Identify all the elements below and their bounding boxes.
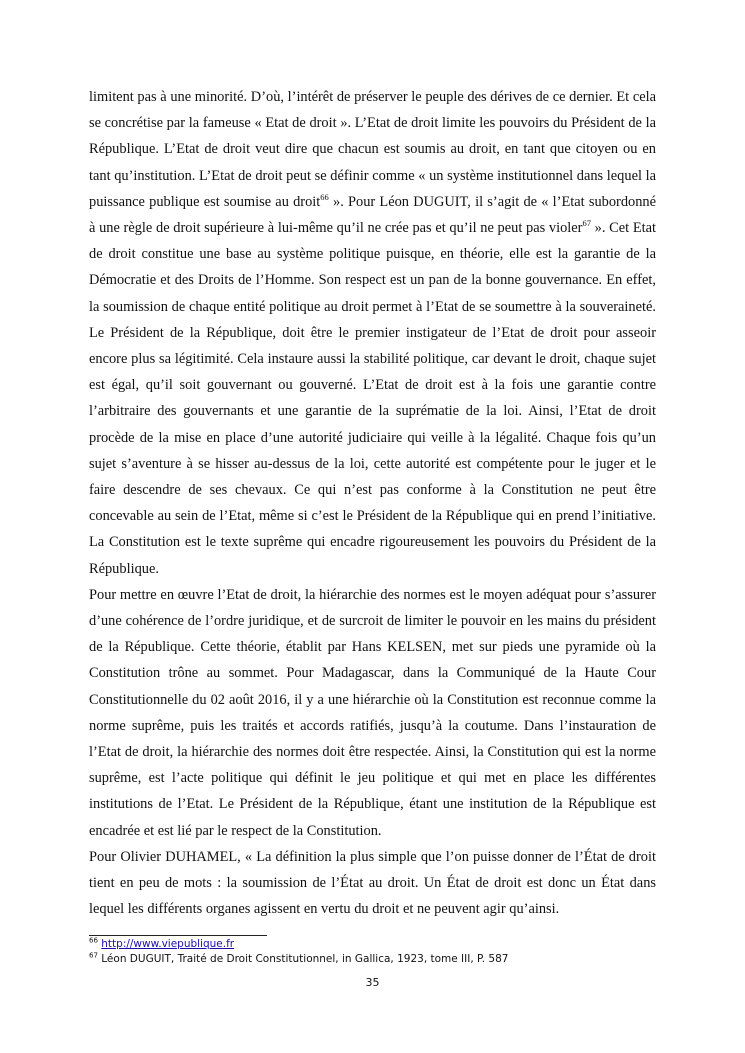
paragraph-1-part-1: limitent pas à une minorité. D’où, l’intérêt de préserver le peuple des dérives de ce dernier. Et cela se concrétise par la fameuse « Etat de droit ». L’Etat de droit limite les pouvoirs du Président de la République. L’Etat de droit veut dire que chacun est soumis au droit, en tant que citoyen ou en tant qu’institution. L’Etat de droit peut se définir comme « un système institutionnel dans lequel la puissance publique est soumise au droit — [89, 89, 656, 210]
page-number: 35 — [365, 976, 380, 989]
footnote-link[interactable]: http://www.viepublique.fr — [101, 938, 235, 950]
footnotes — [89, 937, 689, 967]
footnote-ref-67[interactable]: 67 — [582, 218, 591, 229]
footnote-67 — [89, 952, 689, 967]
paragraph-2: Pour mettre en œuvre l’Etat de droit, la hiérarchie des normes est le moyen adéquat pour s’assurer d’une cohérence de l’ordre juridique, et de surcroit de limiter le pouvoir en les mains du président de la République. Cette théorie, établit par Hans KELSEN, met sur pieds une pyramide où la Constitution trône au sommet. Pour Madagascar, dans la Communiqué de la Haute Cour Constitutionnelle du 02 août 2016, il y a une hiérarchie où la Constitution est reconnue comme la norme suprême, puis les traités et accords ratifiés, jusqu’à la coutume. Dans l’instauration de l’Etat de droit, la hiérarchie des normes doit être respectée. Ainsi, la Constitution qui est la norme suprême, est l’acte politique qui définit le jeu politique et qui met en place les différentes institutions de l’Etat. Le Président de la République, étant une institution de la République est encadrée et est lié par le respect de la Constitution. — [89, 586, 656, 839]
paragraph-1 — [89, 84, 656, 582]
paragraph-1-part-2: ». Pour Léon DUGUIT, il s’agit de « l’Etat subordonné à une règle de droit supérieure à lui-même qu’il ne crée pas et qu’il ne peut pas violer — [89, 193, 657, 237]
footnote-text: Léon DUGUIT, Traité de Droit Constitutionnel, in Gallica, 1923, tome III, P. 587 — [101, 953, 509, 965]
body-text — [89, 84, 656, 923]
footnote-separator — [89, 935, 267, 936]
footnote-number: 67 — [89, 951, 98, 960]
paragraph-3: Pour Olivier DUHAMEL, « La définition la plus simple que l’on puisse donner de l’État de droit tient en peu de mots : la soumission de l’État au droit. Un État de droit est donc un État dans lequel les différents organes agissent en vertu du droit et ne peuvent agir qu’ainsi. — [89, 848, 656, 918]
paragraph-1-part-3: ». Cet Etat de droit constitue une base au système politique puisque, en théorie, elle est la garantie de la Démocratie et des Droits de l’Homme. Son respect est un pan de la bonne gouvernance. En effet, la soumission de chaque entité politique au droit permet à l’Etat de se soumettre à la souveraineté. Le Président de la République, doit être le premier instigateur de l’Etat de droit pour asseoir encore plus sa légitimité. Cela instaure aussi la stabilité politique, car devant le droit, chaque sujet est égal, qu’il soit gouvernant ou gouverné. L’Etat de droit est à la fois une garantie contre l’arbitraire des gouvernants et une garantie de la suprématie de la loi. Ainsi, l’Etat de droit procède de la mise en place d’une autorité judiciaire qui veille à la légalité. Chaque fois qu’un sujet s’aventure à se hisser au-dessus de la loi, cette autorité est compétente pour le juger et le faire descendre de ses chevaux. Ce qui n’est pas conforme à la Constitution ne peut être concevable au sein de l’Etat, même si c’est le Président de la République qui en prend l’initiative. La Constitution est le texte suprême qui encadre rigoureusement les pouvoirs du Président de la République. — [89, 220, 656, 577]
footnote-ref-66[interactable]: 66 — [320, 192, 329, 203]
footnote-number: 66 — [89, 936, 98, 945]
footnote-66 — [89, 937, 689, 952]
